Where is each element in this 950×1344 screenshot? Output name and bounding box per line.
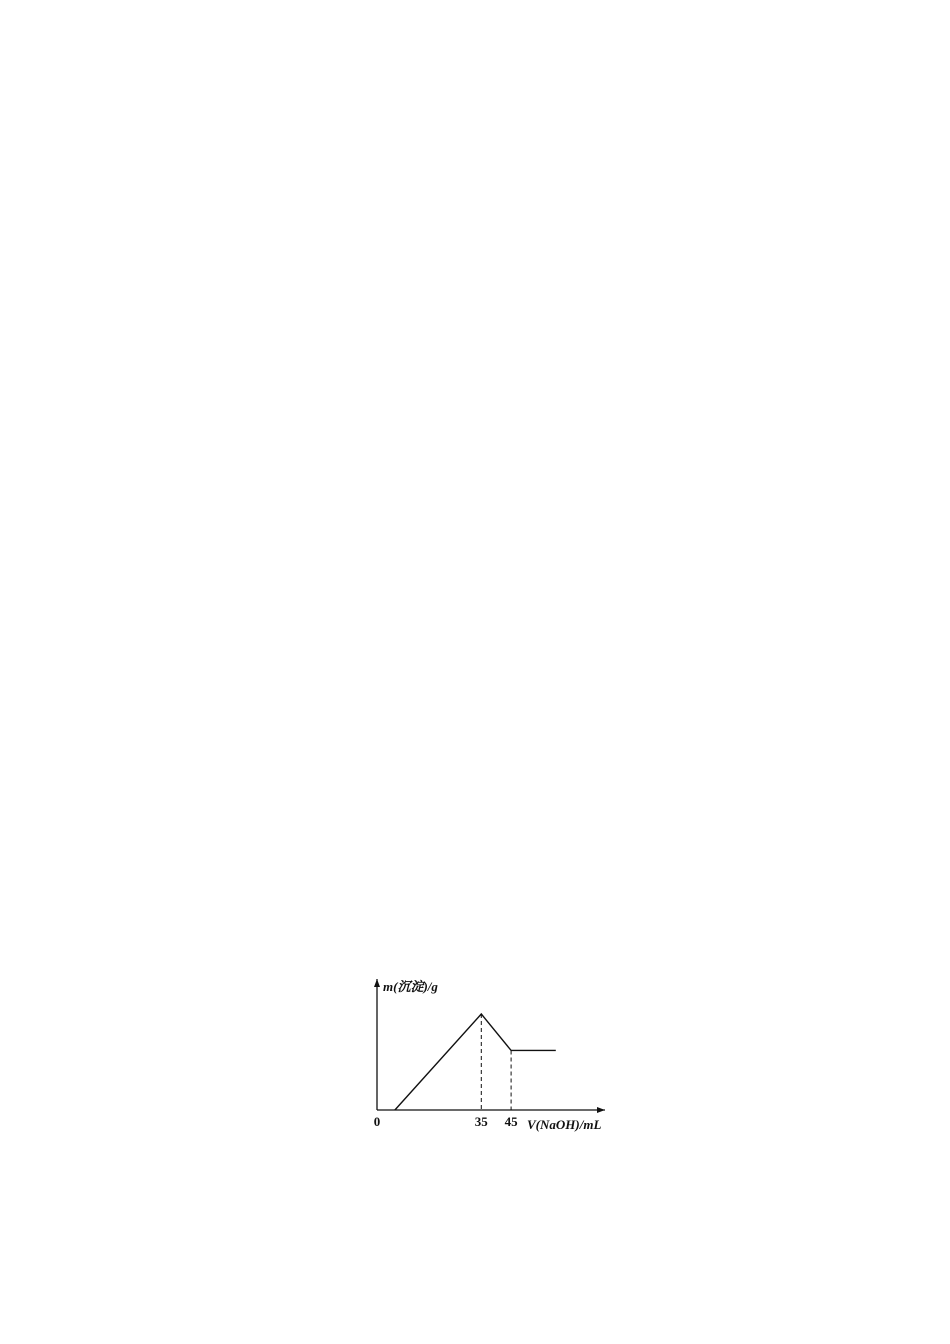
q18-chart <box>330 588 650 738</box>
q19-x-arrow <box>597 1107 605 1113</box>
q19-x-tick-label: 35 <box>474 1114 488 1129</box>
q19-chart <box>360 973 620 1135</box>
q17-chart <box>395 285 595 420</box>
q19-y-label: m(沉淀)/g <box>383 979 438 994</box>
q19-x-tick-label: 45 <box>504 1114 518 1129</box>
q19-series-line <box>395 1014 556 1110</box>
q19-y-arrow <box>374 979 380 987</box>
q19-x-label: V(NaOH)/mL <box>527 1117 602 1132</box>
q19-origin-label: 0 <box>373 1114 381 1129</box>
